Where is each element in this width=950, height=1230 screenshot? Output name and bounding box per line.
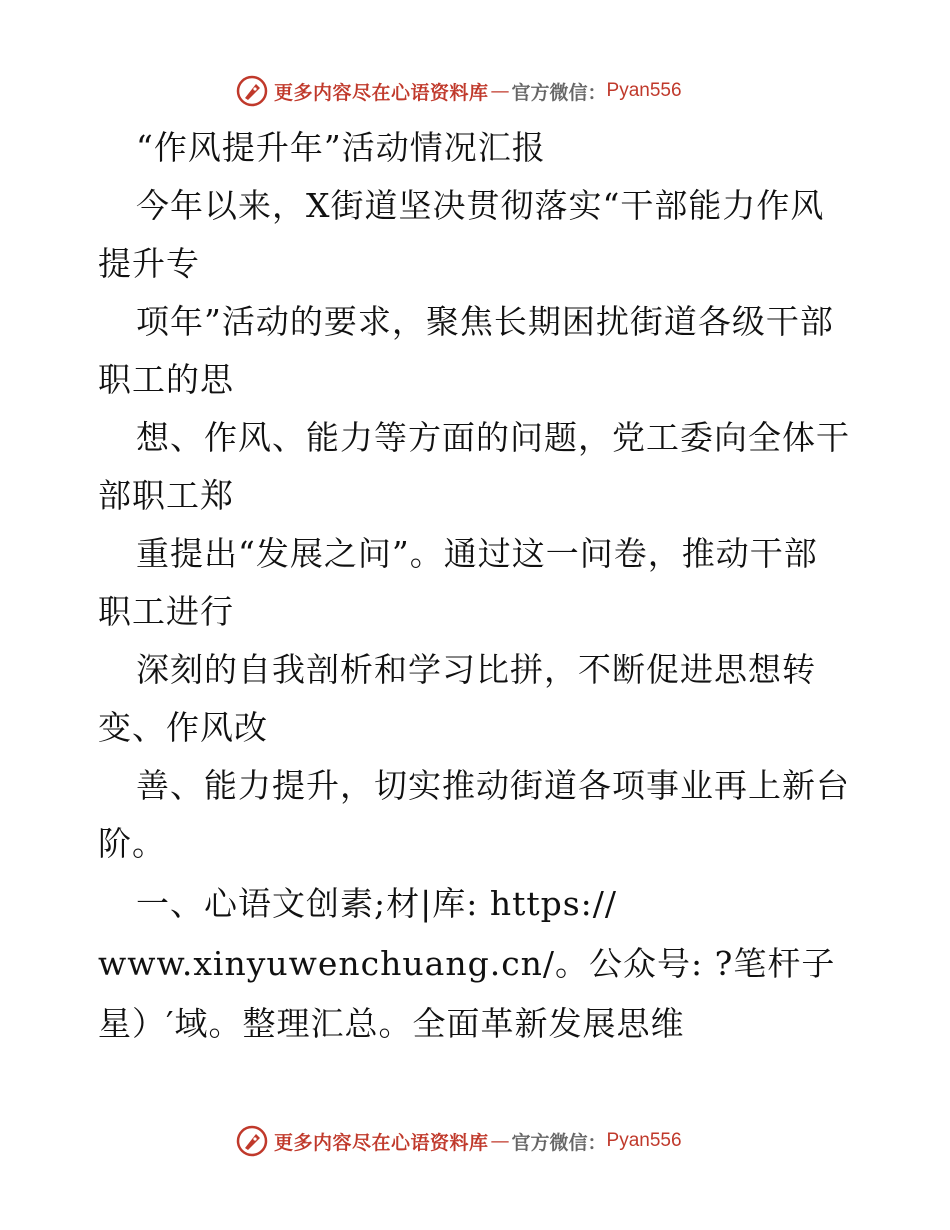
document-title: “作风提升年”活动情况汇报 — [136, 128, 546, 167]
text-line: 职工进行 — [98, 592, 234, 631]
banner-separator: — — [490, 1130, 510, 1152]
banner-separator: — — [490, 80, 510, 102]
text-line: 变、作风改 — [98, 708, 268, 747]
text-line: 职工的思 — [98, 360, 234, 399]
footer-banner — [236, 1124, 682, 1158]
text-line: 项年”活动的要求，聚焦长期困扰街道各级干部 — [136, 302, 834, 341]
text-line: 今年以来，X街道坚决贯彻落实“干部能力作风 — [136, 186, 825, 225]
pen-nib-logo-icon — [236, 1125, 268, 1157]
text-line: 一、心语文创素;材|库: https:// — [136, 884, 618, 923]
text-line: 善、能力提升，切实推动街道各项事业再上新台 — [136, 766, 850, 805]
banner-site-text: 更多内容尽在心语资料库 — [274, 1131, 489, 1154]
text-line: 部职工郑 — [98, 476, 234, 515]
banner-label: 官方微信： — [511, 1131, 607, 1154]
text-line: www.xinyuwenchuang.cn/。公众号: ?笔杆子 — [98, 944, 836, 983]
text-line: 提升专 — [98, 244, 200, 283]
pen-nib-logo-icon — [236, 75, 268, 107]
header-banner — [236, 74, 682, 108]
text-line: 深刻的自我剖析和学习比拼，不断促进思想转 — [136, 650, 816, 689]
text-line: 重提出“发展之问”。通过这一问卷，推动干部 — [136, 534, 818, 573]
text-line: 星）′域。整理汇总。全面革新发展思维 — [98, 1004, 685, 1043]
banner-wechat-id: Pyan556 — [606, 80, 682, 101]
banner-wechat-id: Pyan556 — [606, 1130, 682, 1151]
banner-label: 官方微信： — [511, 81, 607, 104]
text-line: 阶。 — [98, 824, 166, 863]
text-line: 想、作风、能力等方面的问题，党工委向全体干 — [136, 418, 850, 457]
banner-site-text: 更多内容尽在心语资料库 — [274, 81, 489, 104]
